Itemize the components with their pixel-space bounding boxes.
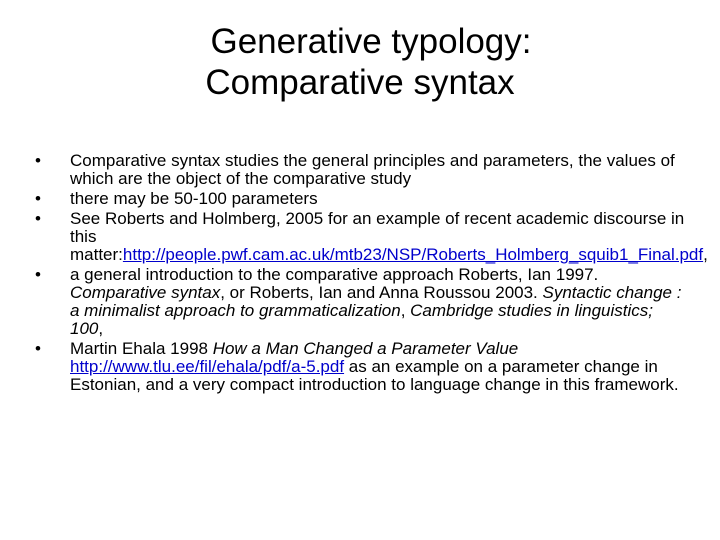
bullet-text: as an example on a parameter change in Estonian, and a very compact introduction to language change in this framework.	[70, 357, 679, 394]
roberts-holmberg-pdf-link[interactable]: http://people.pwf.cam.ac.uk/mtb23/NSP/Roberts_Holmberg_squib1_Final.pdf	[122, 245, 704, 264]
title-line-2: Comparative syntax	[205, 62, 515, 102]
bullet-item-roberts-holmberg	[28, 209, 708, 264]
bullet-icon: •	[35, 151, 41, 170]
bullet-text: there may be 50-100 parameters	[70, 189, 318, 208]
bullet-item-ehala	[28, 340, 688, 394]
book-title-syntactic-change: Syntactic change : a minimalist approach to grammaticalization	[70, 283, 682, 320]
ehala-pdf-link[interactable]: http://www.tlu.ee/fil/ehala/pdf/a-5.pdf	[70, 357, 345, 376]
bullet-list	[28, 151, 708, 396]
book-title-comparative-syntax: Comparative syntax	[70, 283, 221, 302]
title-line-1: Generative typology:	[210, 22, 532, 61]
bullet-icon: •	[35, 189, 41, 208]
bullet-text: a general introduction to the comparative approach Roberts, Ian 1997.	[70, 265, 599, 284]
series-title: Cambridge studies in linguistics; 100	[70, 301, 653, 338]
bullet-item-general-introduction	[28, 266, 688, 338]
slide-title	[0, 22, 720, 104]
bullet-icon: •	[35, 339, 41, 358]
bullet-text-after: ,	[703, 245, 708, 264]
bullet-item-comparative-syntax	[28, 152, 688, 188]
bullet-icon: •	[35, 209, 41, 228]
bullet-text: Martin Ehala 1998	[70, 339, 213, 358]
bullet-item-parameters-count	[28, 190, 688, 208]
bullet-text: ,	[400, 301, 411, 320]
bullet-text: , or Roberts, Ian and Anna Roussou 2003.	[220, 283, 543, 302]
bullet-text: See Roberts and Holmberg, 2005 for an example of recent academic discourse in this matter:	[70, 209, 685, 264]
bullet-icon: •	[35, 265, 41, 284]
bullet-text: ,	[98, 319, 104, 338]
paper-title: How a Man Changed a Parameter Value	[212, 339, 519, 358]
bullet-text: Comparative syntax studies the general principles and parameters, the values of which are the object of the comparative study	[70, 151, 675, 188]
